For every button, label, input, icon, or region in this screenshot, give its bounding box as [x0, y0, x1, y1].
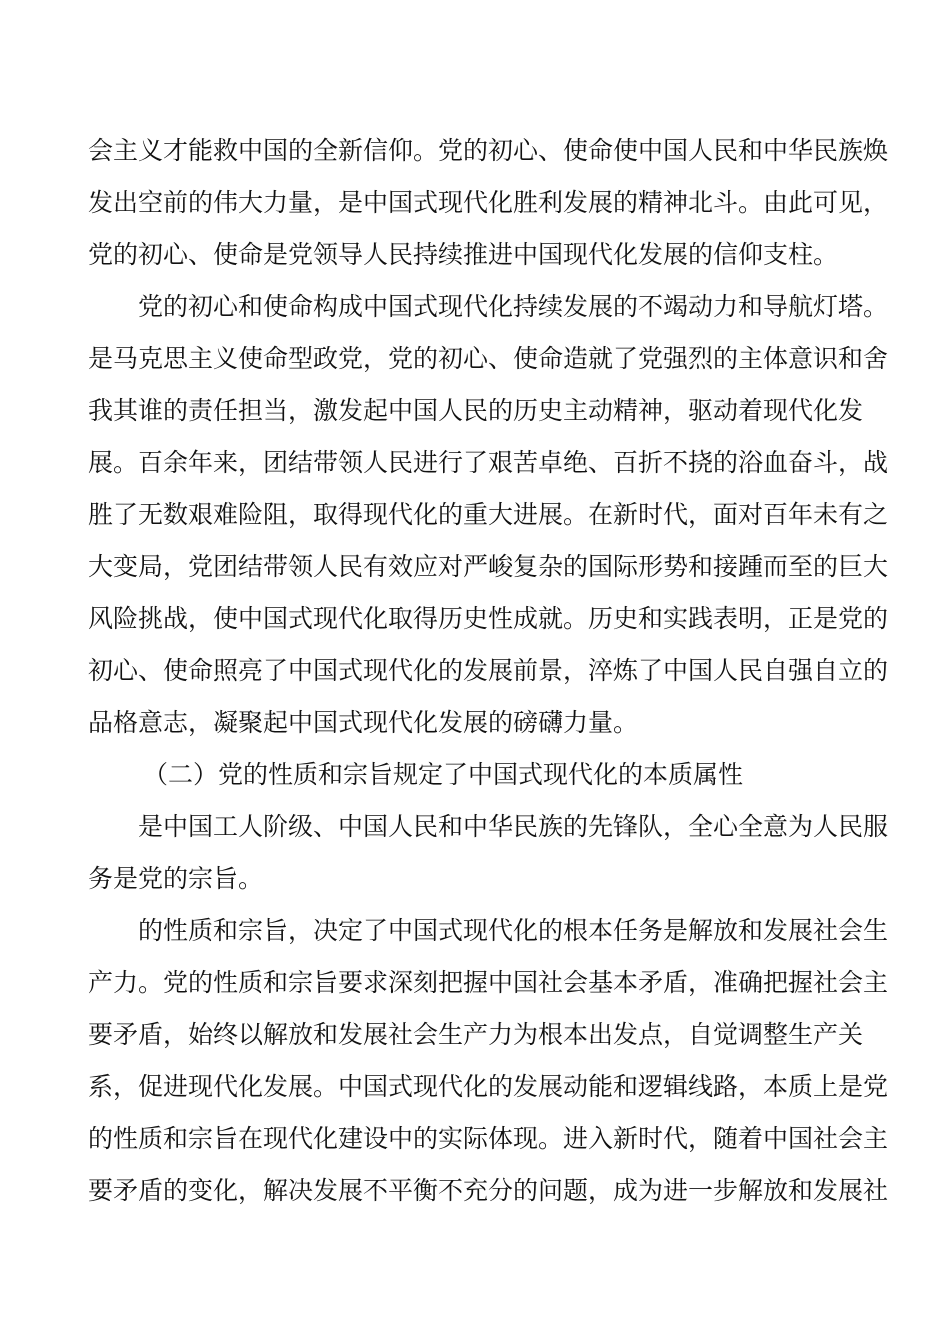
paragraph-line: 要矛盾，始终以解放和发展社会生产力为根本出发点，自觉调整生产关 [88, 1020, 864, 1049]
paragraph-line: 品格意志，凝聚起中国式现代化发展的磅礴力量。 [88, 708, 639, 737]
paragraph-line: 系，促进现代化发展。中国式现代化的发展动能和逻辑线路，本质上是党 [88, 1072, 889, 1101]
paragraph-line: 的性质和宗旨，决定了中国式现代化的根本任务是解放和发展社会生 [138, 916, 889, 945]
paragraph-line: 产力。党的性质和宗旨要求深刻把握中国社会基本矛盾，准确把握社会主 [88, 968, 889, 997]
paragraph-line: 风险挑战，使中国式现代化取得历史性成就。历史和实践表明，正是党的 [88, 604, 889, 633]
paragraph-line: 会主义才能救中国的全新信仰。党的初心、使命使中国人民和中华民族焕 [88, 136, 889, 165]
paragraph-line: 发出空前的伟大力量，是中国式现代化胜利发展的精神北斗。由此可见， [88, 188, 889, 217]
paragraph-line: 务是党的宗旨。 [88, 864, 264, 893]
paragraph-line: 初心、使命照亮了中国式现代化的发展前景，淬炼了中国人民自强自立的 [88, 656, 889, 685]
paragraph-line: 要矛盾的变化，解决发展不平衡不充分的问题，成为进一步解放和发展社 [88, 1176, 889, 1205]
paragraph-line: 的性质和宗旨在现代化建设中的实际体现。进入新时代，随着中国社会主 [88, 1124, 889, 1153]
paragraph-line: 胜了无数艰难险阻，取得现代化的重大进展。在新时代，面对百年未有之 [88, 500, 889, 529]
section-heading: （二）党的性质和宗旨规定了中国式现代化的本质属性 [143, 760, 744, 789]
paragraph-line: 是马克思主义使命型政党，党的初心、使命造就了党强烈的主体意识和舍 [88, 344, 889, 373]
paragraph-line: 党的初心、使命是党领导人民持续推进中国现代化发展的信仰支柱。 [88, 240, 839, 269]
paragraph-line: 我其谁的责任担当，激发起中国人民的历史主动精神，驱动着现代化发 [88, 396, 864, 425]
paragraph-line: 大变局，党团结带领人民有效应对严峻复杂的国际形势和接踵而至的巨大 [88, 552, 889, 581]
paragraph-line: 展。百余年来，团结带领人民进行了艰苦卓绝、百折不挠的浴血奋斗，战 [88, 448, 889, 477]
paragraph-line: 党的初心和使命构成中国式现代化持续发展的不竭动力和导航灯塔。 [138, 292, 889, 321]
paragraph-line: 是中国工人阶级、中国人民和中华民族的先锋队，全心全意为人民服 [138, 812, 889, 841]
